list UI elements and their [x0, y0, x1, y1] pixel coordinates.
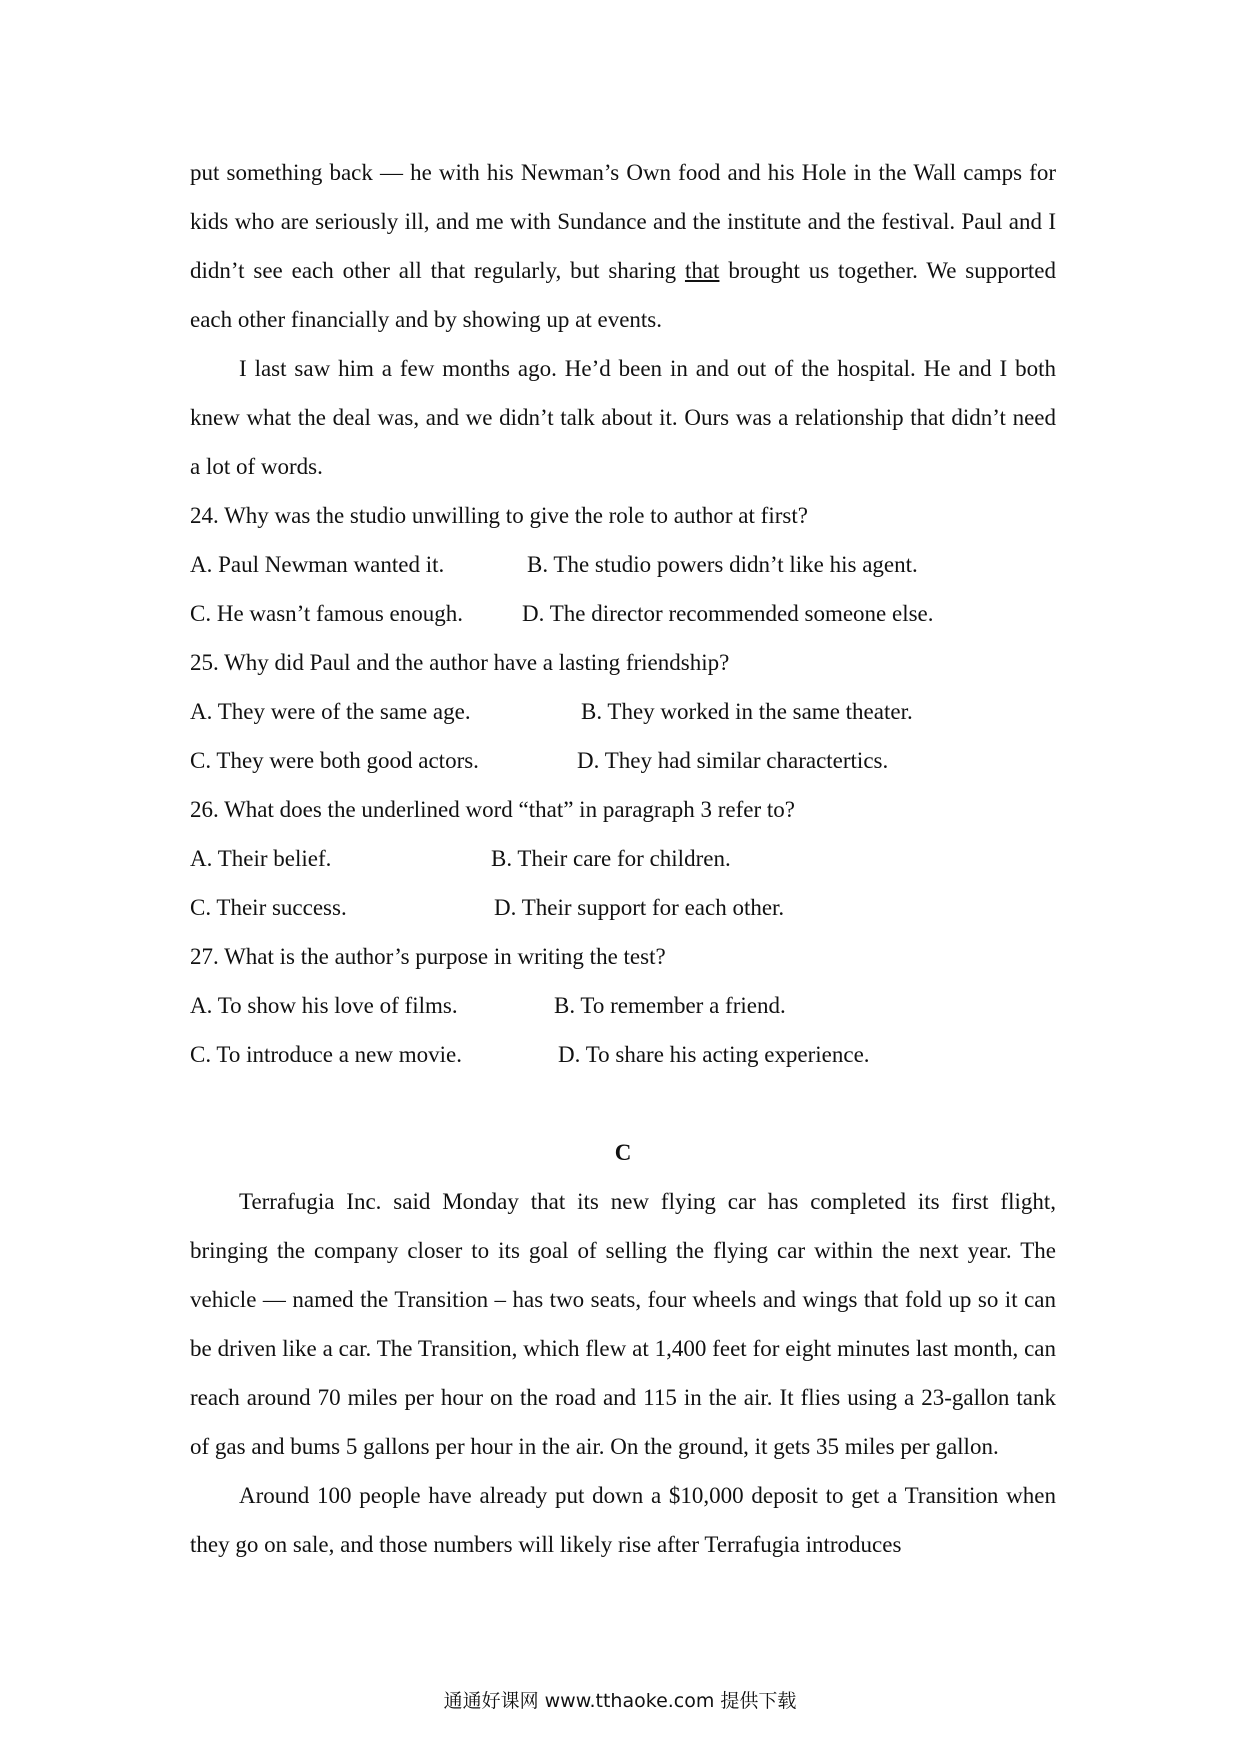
question-25-option-d: D. They had similar charactertics. — [577, 748, 889, 773]
question-26-option-c: C. Their success. — [190, 895, 347, 920]
question-26-options-row-1 — [190, 834, 1056, 883]
page-content — [190, 148, 1056, 1569]
question-27-option-d: D. To share his acting experience. — [558, 1042, 870, 1067]
question-24-option-c: C. He wasn’t famous enough. — [190, 601, 463, 626]
question-24-options-row-1 — [190, 540, 1056, 589]
question-25-options-row-2 — [190, 736, 1056, 785]
question-25-options-row-1 — [190, 687, 1056, 736]
question-27-options-row-2 — [190, 1030, 1056, 1079]
question-24-options-row-2 — [190, 589, 1056, 638]
question-24-option-b: B. The studio powers didn’t like his agent. — [527, 552, 918, 577]
question-25-option-b: B. They worked in the same theater. — [581, 699, 913, 724]
passage-b-paragraph-4: I last saw him a few months ago. He’d been in and out of the hospital. He and I both knew what the deal was, and we didn’t talk about it. Ours was a relationship that didn’t need a lot of words. — [190, 356, 1056, 479]
underlined-word-that: that — [684, 258, 720, 283]
question-26-stem: 26. What does the underlined word “that” in paragraph 3 refer to? — [190, 797, 796, 822]
question-26-option-a: A. Their belief. — [190, 846, 332, 871]
page-footer: 通通好课网 www.tthaoke.com 提供下载 — [443, 1690, 797, 1712]
question-26-option-b: B. Their care for children. — [491, 846, 731, 871]
question-24-option-d: D. The director recommended someone else. — [522, 601, 934, 626]
question-24-stem: 24. Why was the studio unwilling to give the role to author at first? — [190, 503, 808, 528]
question-27-option-a: A. To show his love of films. — [190, 993, 458, 1018]
question-27-option-c: C. To introduce a new movie. — [190, 1042, 462, 1067]
question-25-option-c: C. They were both good actors. — [190, 748, 479, 773]
question-27-option-b: B. To remember a friend. — [554, 993, 786, 1018]
question-26-option-d: D. Their support for each other. — [494, 895, 785, 920]
section-c-paragraph-1: Terrafugia Inc. said Monday that its new flying car has completed its first flight, bringing the company closer to its goal of selling the flying car within the next year. The vehicle — named the Transition – has two seats, four wheels and wings that fold up so it can be driven like a car. The Transition, which flew at 1,400 feet for eight minutes last month, can reach around 70 miles per hour on the road and 115 in the air. It flies using a 23-gallon tank of gas and bums 5 gallons per hour in the air. On the ground, it gets 35 miles per gallon. — [190, 1189, 1056, 1459]
passage-b-paragraph-3: put something back — he with his Newman’s Own food and his Hole in the Wall camps for kids who are seriously ill, and me with Sundance and the institute and the festival. Paul and I didn’t see each other all that regularly, but sharing that brought us together. We supported each other financially and by showing up at events. — [190, 160, 1057, 332]
question-24-option-a: A. Paul Newman wanted it. — [190, 552, 445, 577]
question-27-stem: 27. What is the author’s purpose in writing the test? — [190, 944, 666, 969]
question-26-options-row-2 — [190, 883, 1056, 932]
question-25-option-a: A. They were of the same age. — [190, 699, 471, 724]
question-27-options-row-1 — [190, 981, 1056, 1030]
section-c-heading: C — [614, 1140, 632, 1165]
section-c-paragraph-2: Around 100 people have already put down a $10,000 deposit to get a Transition when they go on sale, and those numbers will likely rise after Terrafugia introduces — [190, 1483, 1056, 1557]
question-25-stem: 25. Why did Paul and the author have a lasting friendship? — [190, 650, 730, 675]
